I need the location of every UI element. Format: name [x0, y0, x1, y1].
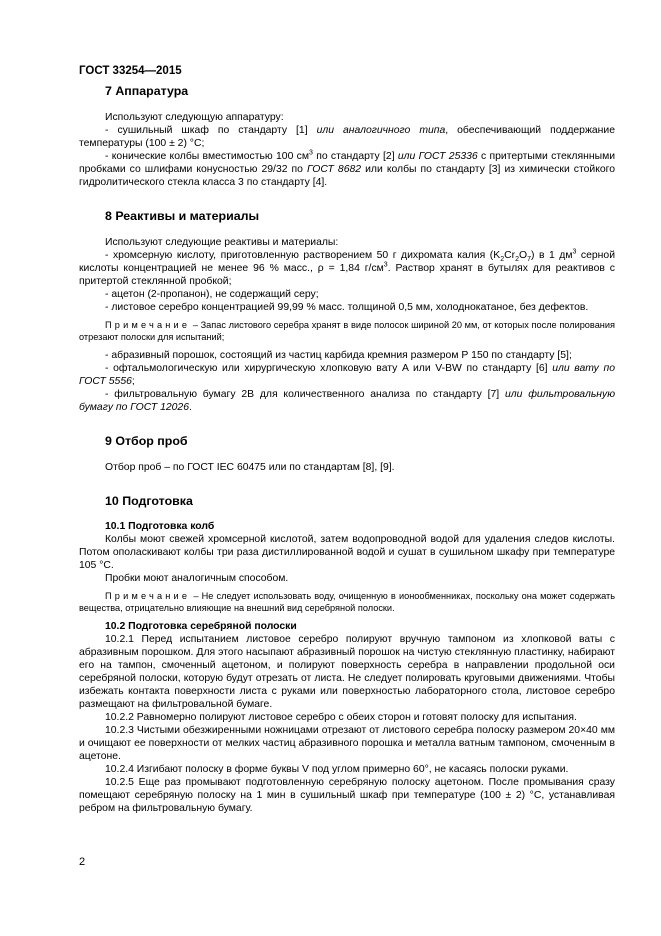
- section-9-title: 9 Отбор проб: [105, 434, 188, 448]
- paragraph-10-2-3: 10.2.3 Чистыми обезжиренными ножницами отрезают от листового серебра полоску размером 20×40 мм и очищают ее поверхности от мелких частиц абразивного порошка и металла ватным тампоном, смоченным в ацетоне.: [79, 725, 615, 762]
- paragraph-10-2-4: 10.2.4 Изгибают полоску в форме буквы V под углом примерно 60°, не касаясь полоски руками.: [105, 764, 569, 775]
- section-8-filter-paper: - фильтровальную бумагу 2В для количественного анализа по стандарту [7] или фильтровальную бумагу по ГОСТ 12026.: [79, 389, 616, 413]
- section-8-title: 8 Реактивы и материалы: [105, 209, 260, 223]
- section-10-title: 10 Подготовка: [105, 494, 193, 508]
- paragraph-10-2-2: 10.2.2 Равномерно полируют листовое серебро с обеих сторон и готовят полоску для испытания.: [105, 712, 577, 723]
- section-7-oven: - сушильный шкаф по стандарту [1] или аналогичного типа, обеспечивающий поддержание температуры (100 ± 2) °С;: [79, 125, 616, 149]
- section-8-intro: Используют следующие реактивы и материалы:: [105, 237, 339, 248]
- section-7-flasks: - конические колбы вместимостью 100 $см^3$ по стандарту [2] или ГОСТ 25336 с притертыми стеклянными пробками со шлифами конусностью 29/32 по ГОСТ 8682 или колбы по стандарту [3] из химически стойкого гидролитического стекла класса 3 по стандарту [4].: [79, 149, 616, 188]
- section-8-silver-sheet: - листовое серебро концентрацией 99,99 % масс. толщиной 0,5 мм, холоднокатаное, без дефектов.: [105, 302, 589, 313]
- section-8-chromic-acid: - хромсерную кислоту, приготовленную растворением 50 г дихромата калия $(K_2Cr_2O_7)$ в 1 $дм^3$ серной кислоты концентрацией не менее 96 % масс., ρ = 1,84 $г/см^3$. Раствор хранят в бутылях для реактивов с притертой стеклянной пробкой;: [79, 248, 615, 287]
- subsection-10-1-paragraph-1: Колбы моют свежей хромсерной кислотой, затем водопроводной водой для удаления следов кислоты. Потом ополаскивают колбы три раза дистиллированной водой и сушат в сушильном шкафу при температуре 105 °С.: [79, 534, 615, 571]
- page-content: [79, 84, 615, 815]
- subsection-10-2-title: 10.2 Подготовка серебряной полоски: [105, 621, 297, 632]
- section-7-intro: Используют следующую аппаратуру:: [105, 112, 284, 123]
- subsection-10-1-paragraph-2: Пробки моют аналогичным способом.: [105, 573, 289, 584]
- section-10-note: Примечание – Не следует использовать воду, очищенную в ионообменниках, поскольку она может содержать вещества, отрицательно влияющие на внешний вид серебряной полоски.: [79, 591, 615, 613]
- section-9-text: Отбор проб – по ГОСТ IEC 60475 или по стандартам [8], [9].: [105, 462, 395, 473]
- section-8-abrasive: - абразивный порошок, состоящий из частиц карбида кремния размером Р 150 по стандарту [5];: [105, 350, 572, 361]
- section-8-note: Примечание – Запас листового серебра хранят в виде полосок шириной 20 мм, от которых после полирования отрезают полоски для испытаний;: [79, 320, 615, 342]
- standard-header: ГОСТ 33254—2015: [79, 65, 182, 77]
- section-8-cotton: - офтальмологическую или хирургическую хлопковую вату A или V-BW по стандарту [6] или вату по ГОСТ 5556;: [79, 363, 615, 387]
- subsection-10-1-title: 10.1 Подготовка колб: [105, 521, 215, 532]
- paragraph-10-2-5: 10.2.5 Еще раз промывают подготовленную серебряную полоску ацетоном. После промывания сразу помещают серебряную полоску на 1 мин в сушильный шкаф при температуре (100 ± 2) °С, устанавливая ребром на фильтровальную бумагу.: [79, 777, 615, 814]
- paragraph-10-2-1: 10.2.1 Перед испытанием листовое серебро полируют вручную тампоном из хлопковой ваты с абразивным порошком. Для этого насыпают абразивный порошок на чистую стеклянную пластинку, набирают его на тампон, смоченный ацетоном, и полируют поверхность серебра в направлении продольной оси серебряной полоски, которую будут отрезать от листа. Не следует полировать круговыми движениями. Чтобы избежать контакта поверхности листа с руками или поверхностью лабораторного стола, листовое серебро размещают на фильтровальной бумаге.: [79, 634, 615, 710]
- section-7-title: 7 Аппаратура: [105, 84, 189, 98]
- section-8-acetone: - ацетон (2-пропанон), не содержащий серу;: [105, 289, 319, 300]
- page-number: 2: [79, 856, 86, 868]
